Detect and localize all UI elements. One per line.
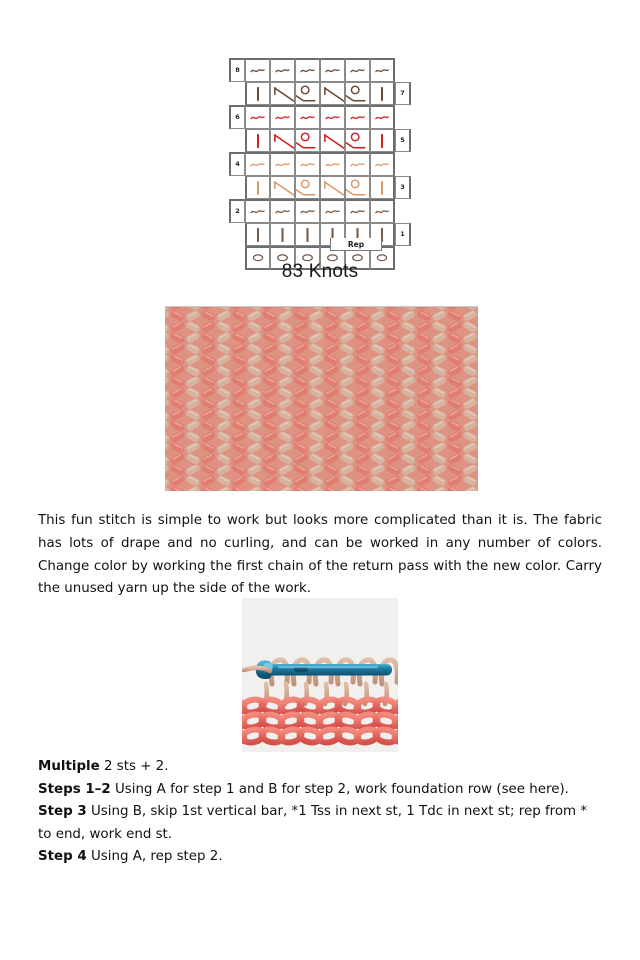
intro-paragraph: This fun stitch is simple to work but looks more complicated than it is. The fabric has lots of drape and no curling, and can be worked in any number of colors. Change color by working the first chain of the return pass with the new color. Carry the unused yarn up the side of the work. (38, 513, 602, 597)
chart-cell (320, 82, 345, 106)
tss-symbol-icon (371, 83, 393, 105)
chart-cell (245, 223, 270, 247)
tdc-l-symbol-icon (321, 130, 344, 152)
tdc-l-symbol-icon (321, 83, 344, 105)
chart-cell (245, 176, 270, 200)
chain-symbol-icon (321, 107, 344, 128)
chart-cell (245, 129, 270, 153)
instructions-list (38, 756, 602, 869)
chain-symbol-icon (296, 154, 319, 175)
chart-cell (295, 199, 320, 223)
chart-cell (245, 152, 270, 176)
chart-cell (270, 129, 295, 153)
chain-symbol-icon (271, 201, 294, 222)
row-number-right-spacer (395, 152, 411, 176)
chart-cell (245, 199, 270, 223)
row-number-right-1 (395, 223, 411, 247)
chart-cell (295, 152, 320, 176)
tdc-r-symbol-icon (346, 83, 369, 105)
swatch-texture-icon (165, 307, 478, 491)
chain-symbol-icon (271, 60, 294, 81)
chain-symbol-icon (346, 60, 369, 81)
chain-symbol-icon (296, 107, 319, 128)
tss-symbol-icon (296, 224, 319, 246)
chart-cell (270, 152, 295, 176)
chart-cell (295, 58, 320, 82)
chart-row-5 (229, 129, 411, 153)
chain-symbol-icon (321, 60, 344, 81)
row-number-label: 4 (235, 160, 240, 168)
instruction-line (38, 779, 602, 802)
row-number-right-5 (395, 129, 411, 153)
chart-cell (320, 105, 345, 129)
tss-symbol-icon (371, 130, 393, 152)
chain-symbol-icon (271, 154, 294, 175)
row-number-left-2 (229, 199, 245, 223)
instruction-label: Step 3 (38, 804, 87, 820)
chart-row-4 (229, 152, 411, 176)
tdc-r-symbol-icon (346, 177, 369, 199)
rep-label: Rep (347, 240, 365, 249)
chain-symbol-icon (271, 107, 294, 128)
crochet-hook-illustration-icon (242, 598, 398, 752)
row-number-right-7 (395, 82, 411, 106)
chart-row-2 (229, 199, 411, 223)
chart-cell (270, 223, 295, 247)
tss-symbol-icon (371, 177, 393, 199)
chart-cell (370, 82, 395, 106)
chart-cell (370, 152, 395, 176)
chart-cell (245, 82, 270, 106)
chart-cell (320, 129, 345, 153)
tdc-r-symbol-icon (346, 130, 369, 152)
rep-bracket (330, 238, 382, 251)
chain-symbol-icon (321, 154, 344, 175)
instruction-line (38, 846, 602, 869)
row-number-right-spacer (395, 58, 411, 82)
chain-symbol-icon (346, 201, 369, 222)
chart-row-1 (229, 223, 411, 247)
chart-cell (295, 223, 320, 247)
chart-cell (295, 129, 320, 153)
chart-row-3 (229, 176, 411, 200)
chain-symbol-icon (296, 60, 319, 81)
instruction-line (38, 801, 602, 846)
chart-cell (270, 58, 295, 82)
chain-symbol-icon (246, 201, 269, 222)
tss-symbol-icon (247, 177, 269, 199)
instruction-label: Steps 1–2 (38, 781, 111, 797)
row-number-label: 2 (235, 207, 240, 215)
row-number-label: 1 (400, 230, 405, 238)
chart-cell (270, 176, 295, 200)
chart-cell (270, 105, 295, 129)
chain-symbol-icon (371, 154, 393, 175)
row-number-left-spacer (229, 82, 245, 106)
chart-row-8 (229, 58, 411, 82)
chart-cell (320, 152, 345, 176)
chain-symbol-icon (346, 107, 369, 128)
tdc-l-symbol-icon (271, 130, 294, 152)
chart-cell (320, 199, 345, 223)
row-number-right-spacer (395, 199, 411, 223)
chain-symbol-icon (321, 201, 344, 222)
stitch-chart-figure (0, 58, 640, 270)
tss-symbol-icon (247, 83, 269, 105)
instruction-text: 2 sts + 2. (99, 759, 169, 774)
tss-symbol-icon (247, 130, 269, 152)
chart-cell (345, 176, 370, 200)
chart-cell (245, 58, 270, 82)
chain-symbol-icon (371, 201, 393, 222)
chain-symbol-icon (246, 107, 269, 128)
chart-cell (370, 129, 395, 153)
row-number-left-spacer (229, 223, 245, 247)
row-number-left-4 (229, 152, 245, 176)
chart-cell (345, 105, 370, 129)
tss-symbol-icon (247, 224, 269, 246)
tss-symbol-icon (271, 224, 294, 246)
page-title: 83 Knots (281, 261, 359, 282)
chain-symbol-icon (296, 201, 319, 222)
instruction-text: Using A for step 1 and B for step 2, work foundation row (see here). (110, 781, 569, 797)
row-number-left-6 (229, 105, 245, 129)
chart-cell (370, 58, 395, 82)
instruction-text: Using B, skip 1st vertical bar, *1 Tss in next st, 1 Tdc in next st; rep from * to end, work end st. (38, 804, 588, 842)
tdc-r-symbol-icon (296, 83, 319, 105)
chain-symbol-icon (346, 154, 369, 175)
swatch-photo (165, 306, 478, 491)
chain-symbol-icon (371, 107, 393, 128)
row-number-left-spacer (229, 129, 245, 153)
chain-symbol-icon (246, 60, 269, 81)
chart-cell (320, 176, 345, 200)
row-number-label: 8 (235, 66, 240, 74)
chart-row-6 (229, 105, 411, 129)
chart-cell (370, 199, 395, 223)
row-number-label: 5 (400, 136, 405, 144)
chart-row-7 (229, 82, 411, 106)
chart-cell (345, 58, 370, 82)
row-number-left-spacer (229, 176, 245, 200)
chart-cell (370, 176, 395, 200)
row-number-label: 7 (400, 89, 405, 97)
row-number-label: 6 (235, 113, 240, 121)
chart-cell (320, 58, 345, 82)
chart-cell (295, 105, 320, 129)
chart-cell (370, 105, 395, 129)
tdc-l-symbol-icon (321, 177, 344, 199)
instruction-text: Using A, rep step 2. (86, 849, 223, 865)
chart-grid (229, 58, 411, 270)
instruction-label: Multiple (38, 759, 100, 774)
chart-cell (295, 176, 320, 200)
tdc-l-symbol-icon (271, 83, 294, 105)
row-number-right-3 (395, 176, 411, 200)
step-photo (242, 598, 398, 752)
chart-cell (345, 199, 370, 223)
chart-cell (295, 82, 320, 106)
row-number-left-8 (229, 58, 245, 82)
instruction-label: Step 4 (38, 849, 87, 865)
tdc-r-symbol-icon (296, 130, 319, 152)
instruction-line (38, 756, 602, 779)
chart-cell (345, 129, 370, 153)
row-number-right-spacer (395, 105, 411, 129)
chart-cell (245, 105, 270, 129)
chain-symbol-icon (246, 154, 269, 175)
tdc-r-symbol-icon (296, 177, 319, 199)
chain-symbol-icon (371, 60, 393, 81)
tdc-l-symbol-icon (271, 177, 294, 199)
stitch-chart (229, 58, 411, 270)
chart-cell (345, 152, 370, 176)
row-number-label: 3 (400, 183, 405, 191)
chart-cell (345, 82, 370, 106)
chart-cell (270, 199, 295, 223)
chart-cell (270, 82, 295, 106)
